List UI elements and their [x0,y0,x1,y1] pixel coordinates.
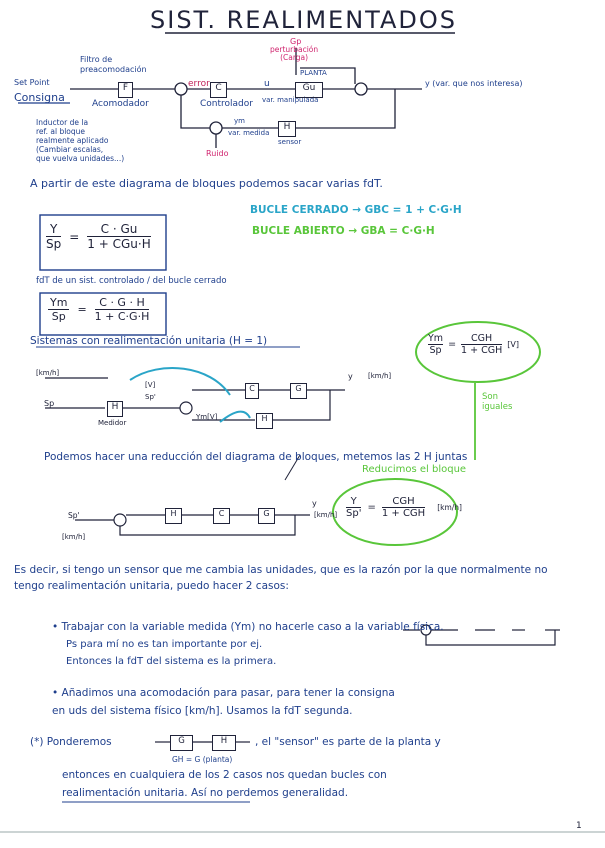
output-label: y (var. que nos interesa) [425,79,523,88]
eq2-rhs-den: 1 + C·G·H [94,310,150,323]
u-label: u [264,79,270,89]
d2-kmh-out-label: [km/h] [368,372,392,380]
reducimos-label: Reducimos el bloque [362,464,467,475]
bullet-2b: en uds del sistema físico [km/h]. Usamos la fdT segunda. [52,705,353,717]
eq4-rhs-num: CGH [382,496,425,508]
bullet-2: • Añadimos una acomodación para pasar, para tener la consigna [52,687,395,699]
bullet-1b: Ps para mí no es tan importante por ej. [66,639,263,650]
error-label: error [188,79,210,89]
acomodador-label: Acomodador [92,99,149,109]
d3-h-block: H [165,508,182,524]
eq2-lhs-num: Ym [50,296,68,309]
d2-sp2-label: Sp' [145,393,156,401]
bullet-1: • Trabajar con la variable medida (Ym) no hacerle caso a la variable física. [52,621,444,633]
eq4-rhs-den: 1 + CGH [381,508,426,519]
var-manip-label: var. manipulada [262,96,319,104]
gh-label: GH = G (planta) [172,755,233,764]
eq3-lhs-den: Sp [429,345,442,356]
perturbacion-label: perturbación (Carga) [270,45,319,63]
unitaria-heading: Sistemas con realimentación unitaria (H = 1) [30,335,268,347]
eq1-rhs-den: 1 + CGu·H [87,237,151,251]
eq4: $\frac{Y}{Sp'}$ = CGH 1 + CGH [km/h] [346,496,462,519]
d3-c-block: C [213,508,230,524]
bullet-1c: Entonces la fdT del sistema es la primera. [66,656,277,667]
bucle-cerrado-text: BUCLE CERRADO → GBC = 1 + C·G·H [250,204,462,216]
d2-h-block: H [107,401,123,417]
reduction-text: Podemos hacer una reducción del diagrama de bloques, metemos las 2 H juntas [44,451,468,463]
d2-h2-block: H [256,413,273,429]
eq2-lhs-den: Sp [51,310,66,323]
eq3: $\frac{Ym}{Sp}$ = CGH 1 + CGH [V] [428,333,519,356]
pond-g-block: G [170,735,193,751]
consigna-label: Consigna [14,91,65,104]
eq1: $\frac{Y}{Sp}$ = C · Gu 1 + CGu·H [46,222,151,251]
para-final-2: realimentación unitaria. Así no perdemos generalidad. [62,787,349,799]
acomodador-note: Inductor de la ref. al bloque realmente aplicado (Cambiar escalas, que vuelva unidades...) [36,118,125,163]
d2-medidor-label: Medidor [98,419,127,427]
controlador-label: Controlador [200,99,253,109]
ym-label: ym [234,117,245,125]
son-iguales-label: Son iguales [482,392,513,413]
d2-c-block: C [245,383,259,399]
filter-label: Filtro de preacomodación [80,55,147,74]
planta-label: PLANTA [300,69,327,77]
controller-block: C [210,82,227,98]
d2-y-label: y [348,372,353,381]
eq1-lhs-den: Sp [46,237,62,251]
bucle-abierto-text: BUCLE ABIERTO → GBA = C·G·H [252,225,435,237]
d3-kmh-out-label: [km/h] [314,511,338,519]
sensor-label: sensor [278,138,302,146]
ruido-label: Ruido [206,149,229,158]
d2-ym-label: Ym[V] [196,413,218,421]
ponderemos-label: (*) Ponderemos [30,736,112,748]
eq3-lhs-num: Ym [428,333,444,344]
para-sensor: Es decir, si tengo un sensor que me cambia las unidades, que es la razón por la que normalmente no tengo realimentación unitaria, puedo hacer 2 casos: [14,564,548,593]
d3-sp-label: Sp' [68,511,80,520]
eq4-lhs-num: Y [346,496,361,508]
var-medida-label: var. medida [228,129,270,137]
pond-h-block: H [212,735,236,751]
gp-label: Gp [290,37,302,46]
d3-kmh-label: [km/h] [62,533,86,541]
eq3-rhs-den: 1 + CGH [461,345,503,356]
eq4-unit: [km/h] [437,503,462,512]
eq4-lhs-den: Sp' [346,508,362,519]
d2-g-block: G [290,383,307,399]
d2-v-label: [V] [145,381,156,389]
d3-y-label: y [312,499,317,508]
sensor-block: H [278,121,296,137]
d3-g-block: G [258,508,275,524]
d2-sp-label: Sp [44,399,55,408]
eq1-rhs-num: C · Gu [87,222,150,237]
eq2-rhs-num: C · G · H [95,296,150,310]
filter-block: F [118,82,133,98]
d2-kmh-label: [km/h] [36,369,60,377]
eq3-rhs-num: CGH [461,333,502,345]
eq1-caption: fdT de un sist. controlado / del bucle cerrado [36,276,227,286]
eq3-unit: [V] [507,340,519,349]
fdt-intro-text: A partir de este diagrama de bloques podemos sacar varias fdT. [30,177,383,190]
pond-note: , el "sensor" es parte de la planta y [255,736,441,748]
setpoint-label: Set Point [14,78,50,87]
page-title: SIST. REALIMENTADOS [150,6,457,34]
eq2: $\frac{Ym}{Sp}$ = $\frac{C \cdot G \cdot H}{1 + C\cdot G\cdot H}$ [50,296,150,323]
eq1-lhs-num: Y [46,222,61,237]
page-number: 1 [576,821,582,831]
plant-block: Gu [295,82,323,98]
para-final-1: entonces en cualquiera de los 2 casos nos quedan bucles con [62,769,387,781]
